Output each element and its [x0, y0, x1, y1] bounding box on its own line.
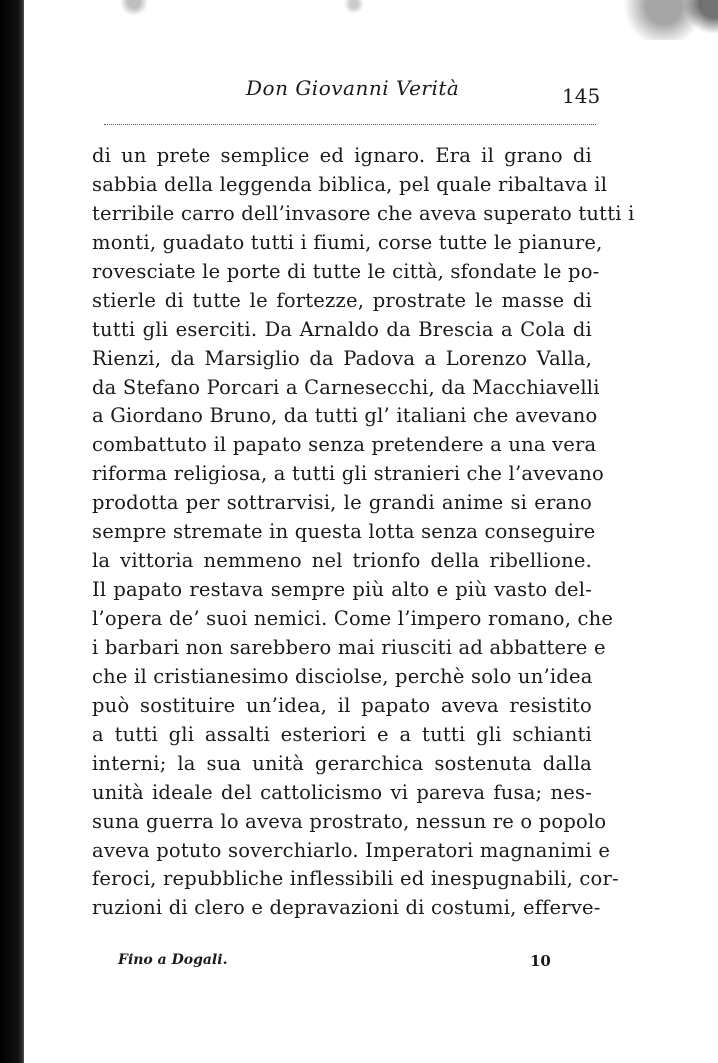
- page-number: 145: [562, 84, 601, 108]
- text-line: da Stefano Porcari a Carnesecchi, da Macchiavelli: [92, 375, 600, 399]
- text-line: terribile carro dell’invasore che aveva superato tutti i: [92, 201, 635, 225]
- text-line: rovesciate le porte di tutte le città, sfondate le po-: [92, 259, 600, 283]
- text-line: può sostituire un’idea, il papato aveva resistito: [92, 693, 592, 717]
- text-line: che il cristianesimo disciolse, perchè solo un’idea: [92, 664, 593, 688]
- text-line: combattuto il papato senza pretendere a una vera: [92, 433, 597, 457]
- text-line: l’opera de’ suoi nemici. Come l’impero romano, che: [92, 607, 614, 630]
- page-top-edge-speckle: [24, 0, 718, 40]
- text-line: unità ideale del cattolicismo vi pareva fusa; nes-: [92, 780, 592, 804]
- text-line: suna guerra lo aveva prostrato, nessun re o popolo: [92, 809, 607, 833]
- body-text: [92, 142, 635, 923]
- signature-number: 10: [530, 952, 551, 970]
- signature-mark: Fino a Dogali.: [118, 952, 228, 968]
- text-line: riforma religiosa, a tutti gli stranieri che l’avevano: [92, 462, 604, 486]
- text-line: ruzioni di clero e depravazioni di costumi, efferve-: [92, 896, 601, 920]
- text-line: sempre stremate in questa lotta senza conseguire: [92, 520, 596, 544]
- book-binding-edge: [0, 0, 24, 1063]
- header-rule: [104, 124, 596, 125]
- text-line: tutti gli eserciti. Da Arnaldo da Brescia a Cola di: [92, 317, 592, 341]
- text-line: i barbari non sarebbero mai riusciti ad abbattere e: [92, 635, 606, 659]
- text-line: a Giordano Bruno, da tutti gl’ italiani che avevano: [92, 404, 598, 428]
- text-line: monti, guadato tutti i fiumi, corse tutte le pianure,: [92, 230, 603, 254]
- text-line: aveva potuto soverchiarlo. Imperatori magnanimi e: [92, 838, 611, 862]
- text-line: Rienzi, da Marsiglio da Padova a Lorenzo Valla,: [92, 346, 592, 370]
- text-line: feroci, repubbliche inflessibili ed inespugnabili, cor-: [92, 867, 619, 891]
- running-head: [24, 76, 718, 108]
- text-line: interni; la sua unità gerarchica sostenuta dalla: [92, 751, 592, 775]
- signature-footer: [118, 952, 558, 980]
- text-line: a tutti gli assalti esteriori e a tutti gli schianti: [92, 722, 592, 746]
- text-line: sabbia della leggenda biblica, pel quale ribaltava il: [92, 172, 608, 196]
- text-line: di un prete semplice ed ignaro. Era il grano di: [92, 144, 592, 167]
- text-line: Il papato restava sempre più alto e più vasto del-: [92, 578, 592, 602]
- running-title: Don Giovanni Verità: [246, 76, 460, 100]
- text-line: la vittoria nemmeno nel trionfo della ribellione.: [92, 549, 592, 573]
- text-line: prodotta per sottrarvisi, le grandi anime si erano: [92, 491, 592, 515]
- text-line: stierle di tutte le fortezze, prostrate le masse di: [92, 288, 592, 312]
